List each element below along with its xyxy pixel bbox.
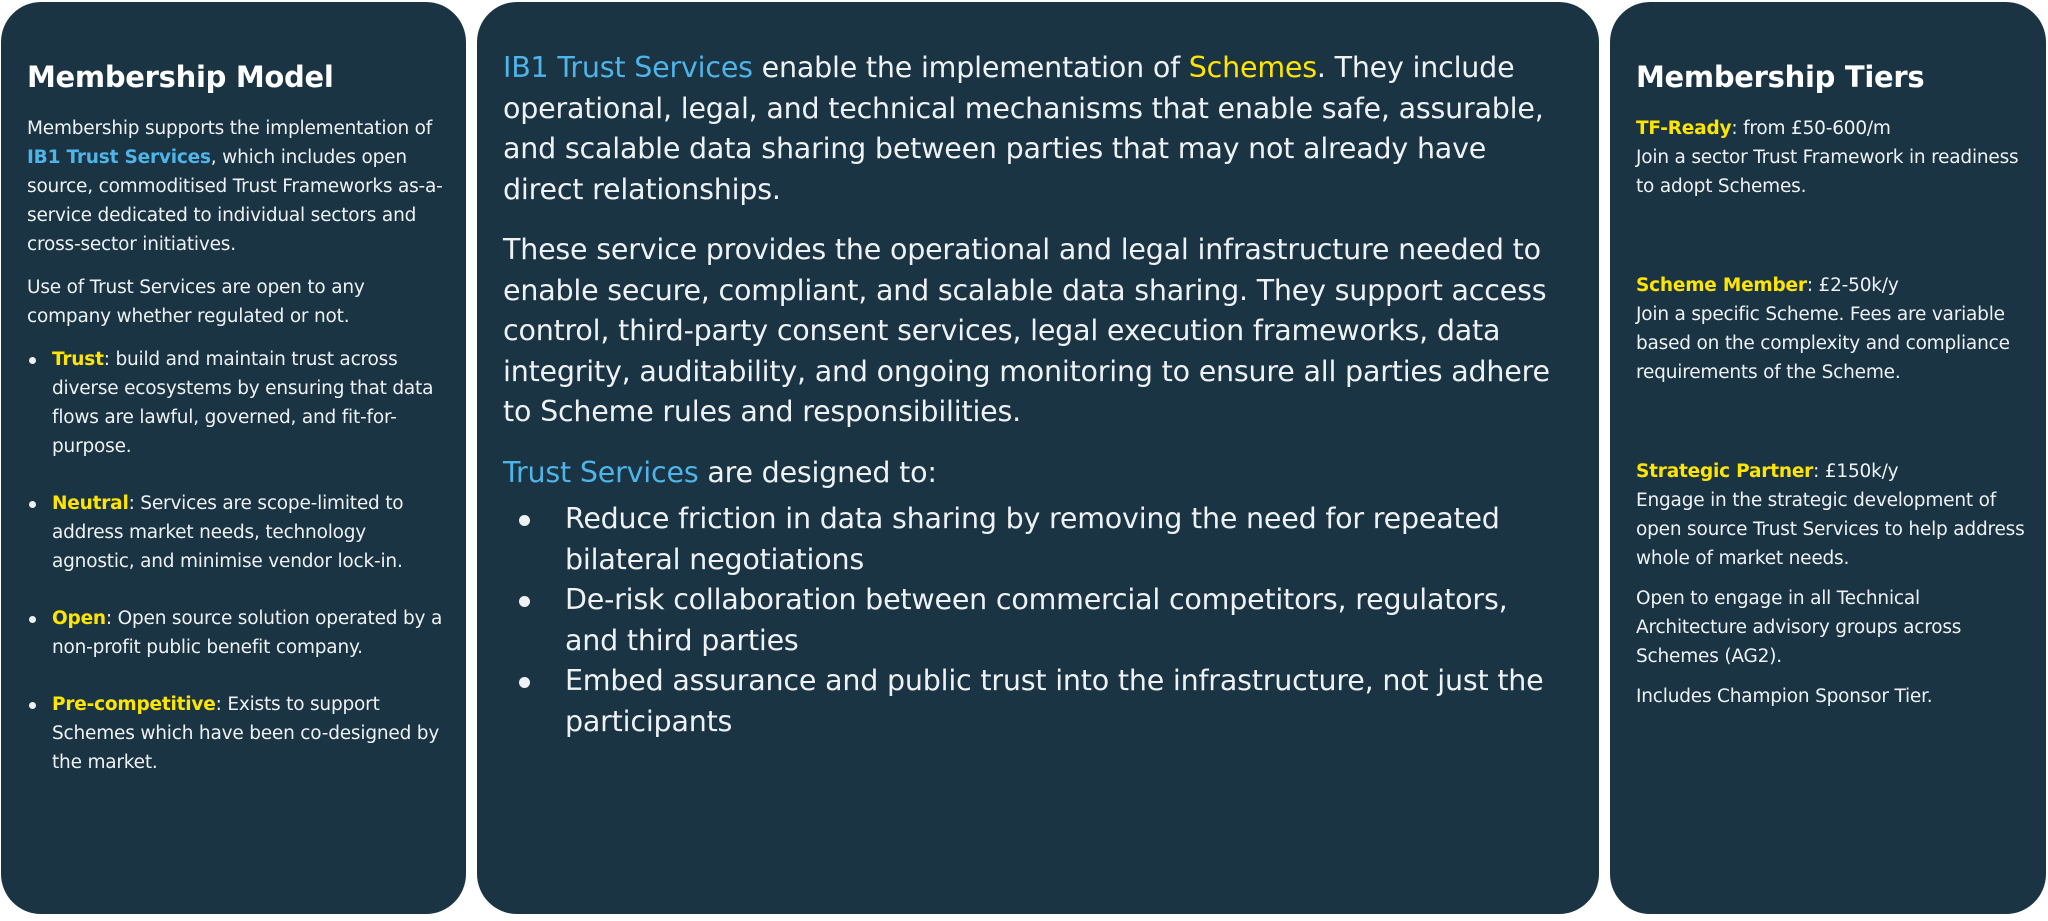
trust-services-panel: [477, 2, 1599, 914]
designed-to-heading: [503, 453, 1569, 494]
tier-description: Join a specific Scheme. Fees are variable based on the complexity and compliance requirements of the Scheme.: [1636, 304, 2010, 383]
tier-header: [1636, 114, 2026, 143]
membership-intro: [27, 114, 446, 259]
ib1-trust-services-link[interactable]: IB1 Trust Services: [27, 147, 211, 168]
membership-model-panel: [1, 2, 466, 914]
intro-mid: enable the implementation of: [752, 51, 1189, 84]
tier-name: TF-Ready: [1636, 118, 1732, 139]
tier-description: Engage in the strategic development of open source Trust Services to help address whole of market needs.: [1636, 490, 2025, 569]
tier-description: Join a sector Trust Framework in readiness to adopt Schemes.: [1636, 147, 2019, 197]
tier-tf-ready: [1636, 114, 2026, 201]
tier-name: Strategic Partner: [1636, 461, 1814, 482]
principle-text: : Exists to support Schemes which have been co-designed by the market.: [52, 694, 440, 773]
intro-text-before: Membership supports the implementation of: [27, 118, 433, 139]
principle-key: Open: [52, 608, 106, 629]
schemes-link[interactable]: Schemes: [1188, 51, 1317, 84]
tier-price: : from £50-600/m: [1731, 118, 1891, 139]
principle-open: [27, 604, 446, 662]
usage-note: Use of Trust Services are open to any company whether regulated or not.: [27, 277, 365, 327]
principle-trust: [27, 345, 446, 461]
tier-name: Scheme Member: [1636, 275, 1807, 296]
tier-scheme-member: [1636, 271, 2026, 387]
goal-item: Embed assurance and public trust into the infrastructure, not just the participants: [503, 661, 1569, 742]
principle-neutral: [27, 489, 446, 576]
trust-services-intro: [503, 48, 1569, 210]
tier-header: [1636, 457, 2026, 486]
intro-after: . They include operational, legal, and technical mechanisms that enable safe, assurable, and scalable data sharing between parties that may not already have direct relationships.: [503, 51, 1544, 206]
tier-price: : £150k/y: [1813, 461, 1899, 482]
tier-price: : £2-50k/y: [1806, 275, 1899, 296]
principle-text: : Services are scope-limited to address market needs, technology agnostic, and minimise vendor lock-in.: [52, 493, 404, 572]
membership-model-title: Membership Model: [27, 60, 334, 94]
principle-text: : Open source solution operated by a non-profit public benefit company.: [52, 608, 443, 658]
tier-strategic-partner: [1636, 457, 2026, 573]
principle-key: Trust: [52, 349, 104, 370]
principle-text: : build and maintain trust across diverse ecosystems by ensuring that data flows are lawful, governed, and fit-for-purpose.: [52, 349, 434, 457]
goals-list: [503, 499, 1569, 742]
goal-item: De-risk collaboration between commercial competitors, regulators, and third parties: [503, 580, 1569, 661]
advisory-groups-note: Open to engage in all Technical Architecture advisory groups across Schemes (AG2).: [1636, 588, 1962, 667]
membership-tiers-panel: [1610, 2, 2046, 914]
designed-to-text: are designed to:: [698, 455, 937, 489]
ib1-trust-services-link[interactable]: IB1 Trust Services: [503, 51, 753, 84]
champion-sponsor-note: Includes Champion Sponsor Tier.: [1636, 686, 1933, 707]
membership-tiers-title: Membership Tiers: [1636, 60, 1925, 94]
intro-text-after: , which includes open source, commoditised Trust Frameworks as-a-service dedicated to individual sectors and cross-sector initiatives.: [27, 147, 443, 255]
principles-list: [27, 345, 446, 777]
principle-key: Neutral: [52, 493, 129, 514]
infrastructure-paragraph: These service provides the operational and legal infrastructure needed to enable secure, compliant, and scalable data sharing. They support access control, third-party consent services, legal execution frameworks, data integrity, auditability, and ongoing monitoring to ensure all parties adhere to Scheme rules and responsibilities.: [503, 233, 1550, 428]
goal-item: Reduce friction in data sharing by removing the need for repeated bilateral negotiations: [503, 499, 1569, 580]
principle-key: Pre-competitive: [52, 694, 216, 715]
tier-header: [1636, 271, 2026, 300]
principle-pre-competitive: [27, 690, 446, 777]
trust-services-link[interactable]: Trust Services: [503, 455, 699, 489]
